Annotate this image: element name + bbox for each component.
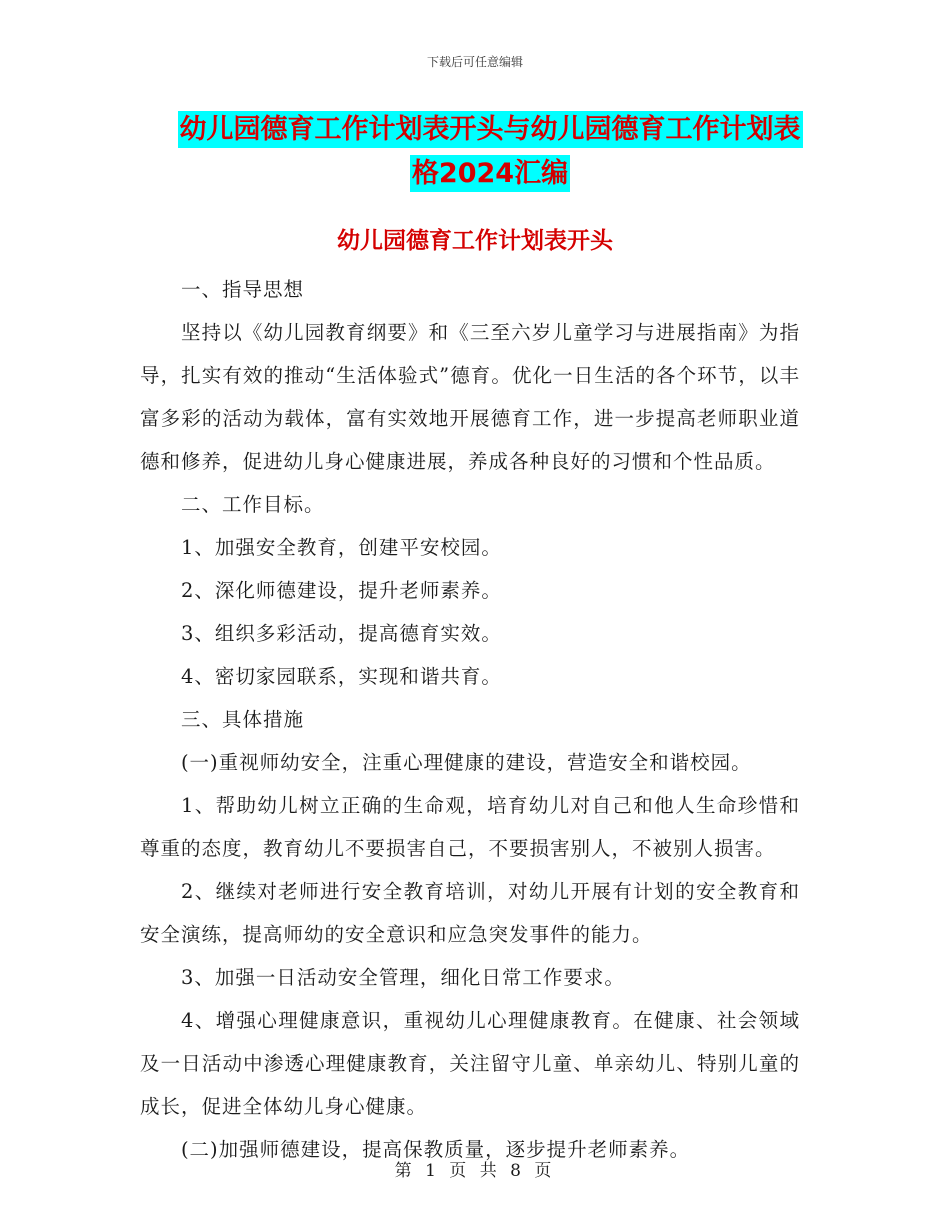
- goal-item-4: 4、密切家园联系，实现和谐共育。: [180, 665, 502, 688]
- document-title-line-1: 幼儿园德育工作计划表开头与幼儿园德育工作计划表: [178, 111, 803, 148]
- section-title: 幼儿园德育工作计划表开头: [337, 228, 613, 254]
- document-title-line-2: 格2024汇编: [410, 155, 570, 192]
- paragraph-guiding-thought: 坚持以《幼儿园教育纲要》和《三至六岁儿童学习与进展指南》为指导，扎实有效的推动“生活体验式”德育。优化一日生活的各个环节，以丰富多彩的活动为载体，富有实效地开展德育工作，进一步提高老师职业道德和修养，促进幼儿身心健康进展，养成各种良好的习惯和个性品质。: [140, 321, 800, 473]
- measure-item-3: 3、加强一日活动安全管理，细化日常工作要求。: [180, 966, 625, 989]
- goal-item-1: 1、加强安全教育，创建平安校园。: [180, 536, 502, 559]
- page-number-footer: 第 1 页 共 8 页: [394, 1161, 556, 1181]
- measure-subheading-2: (二)加强师德建设，提高保教质量，逐步提升老师素养。: [180, 1138, 691, 1161]
- goal-item-3: 3、组织多彩活动，提高德育实效。: [180, 622, 502, 645]
- measure-item-4: 4、增强心理健康意识，重视幼儿心理健康教育。在健康、社会领域及一日活动中渗透心理健康教育，关注留守儿童、单亲幼儿、特别儿童的成长，促进全体幼儿身心健康。: [140, 1009, 800, 1118]
- heading-guiding-thought: 一、指导思想: [180, 278, 304, 301]
- document-title: [140, 108, 840, 196]
- goal-item-2: 2、深化师德建设，提升老师素养。: [180, 579, 502, 602]
- page-header-note: 下载后可任意编辑: [426, 55, 523, 69]
- measure-subheading-1: (一)重视师幼安全，注重心理健康的建设，营造安全和谐校园。: [180, 751, 752, 774]
- measure-item-1: 1、帮助幼儿树立正确的生命观，培育幼儿对自己和他人生命珍惜和尊重的态度，教育幼儿不要损害自己，不要损害别人，不被别人损害。: [140, 794, 800, 860]
- heading-work-goals: 二、工作目标。: [180, 493, 325, 516]
- document-body: [140, 268, 800, 1171]
- measure-item-2: 2、继续对老师进行安全教育培训，对幼儿开展有计划的安全教育和安全演练，提高师幼的安全意识和应急突发事件的能力。: [140, 880, 800, 946]
- heading-measures: 三、具体措施: [180, 708, 304, 731]
